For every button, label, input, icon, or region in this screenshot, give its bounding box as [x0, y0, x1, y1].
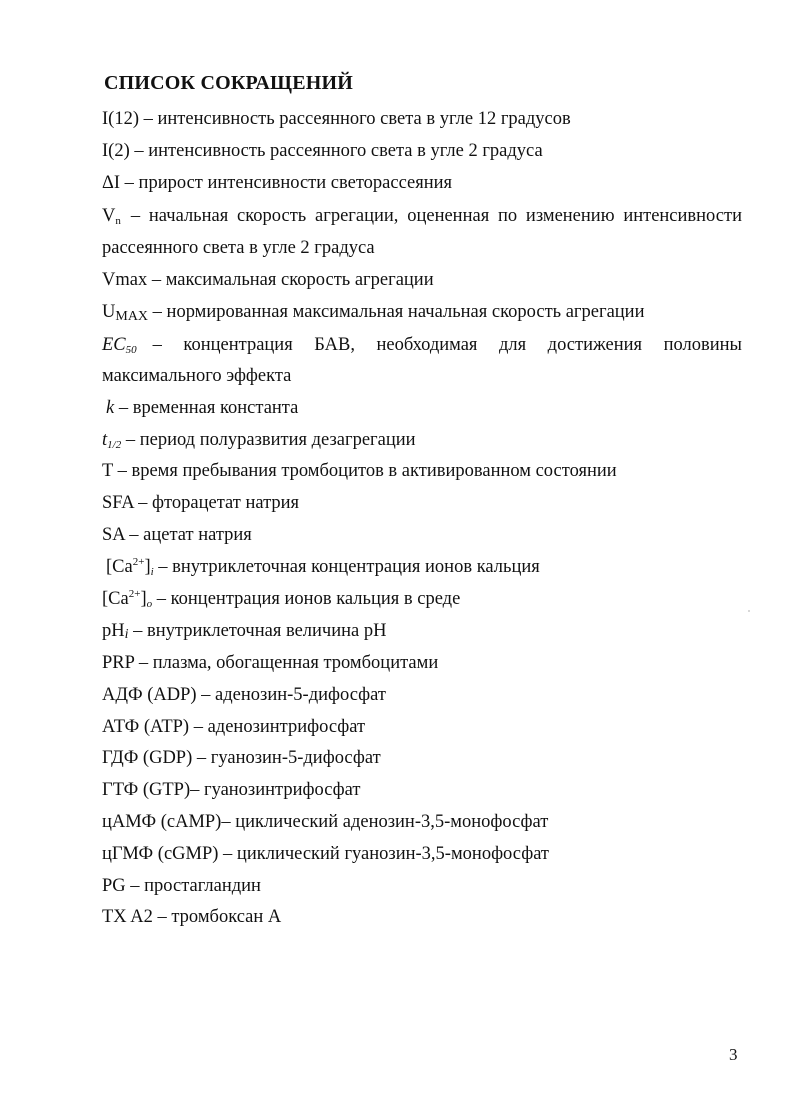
abbreviation-entry: [102, 108, 742, 130]
entry-abbreviation: $t_{1/2}$: [102, 430, 122, 451]
entry-word: половины: [663, 335, 742, 355]
abbreviation-entry: [102, 652, 742, 674]
entry-abbreviation: $pH_i$: [102, 621, 129, 642]
abbreviation-entry-continuation: [102, 237, 742, 259]
entry-text: ГДФ (GDP) – гуанозин-5-дифосфат: [102, 748, 381, 768]
abbreviation-entry: [102, 524, 742, 546]
abbreviation-entry: [102, 429, 742, 451]
page-number: 3: [729, 1045, 738, 1064]
entry-text: [131, 205, 742, 227]
entry-text: ГТФ (GTP)– гуанозинтрифосфат: [102, 780, 361, 800]
entry-text: – концентрация ионов кальция в среде: [156, 589, 461, 609]
entry-abbreviation: $U_{MAX}$: [102, 302, 149, 324]
abbreviation-entry: [102, 620, 742, 642]
entry-text: – внутриклеточная величина pH: [133, 621, 387, 641]
abbreviation-entry: [102, 684, 742, 706]
entry-text: – внутриклеточная концентрация ионов кальция: [158, 557, 540, 577]
entry-word: для: [498, 335, 527, 355]
abbreviation-entry: [102, 843, 742, 865]
page-title: СПИСОК СОКРАЩЕНИЙ: [104, 72, 354, 94]
entry-text: цГМФ (cGMP) – циклический гуанозин-3,5-монофосфат: [102, 844, 550, 864]
entry-word: по: [497, 206, 518, 226]
entry-text: максимального эффекта: [102, 366, 292, 386]
abbreviation-entry: [102, 205, 742, 227]
abbreviation-entry: [102, 269, 742, 291]
entry-abbreviation: k: [106, 398, 115, 418]
entry-word: оцененная: [407, 206, 490, 226]
entry-abbreviation: $[Ca^{2+}]_i$: [106, 556, 154, 578]
entry-text: ΔI – прирост интенсивности светорассеяния: [102, 173, 453, 193]
entry-text: – временная константа: [118, 398, 299, 418]
abbreviation-entry: [102, 556, 742, 578]
entry-word: начальная: [148, 206, 229, 226]
entry-word: агрегации,: [315, 206, 399, 226]
entry-text: – период полуразвития дезагрегации: [125, 430, 416, 450]
entry-text: T – время пребывания тромбоцитов в активированном состоянии: [102, 461, 617, 481]
entry-text: Vmax – максимальная скорость агрегации: [102, 270, 434, 290]
abbreviation-entry: [102, 588, 742, 610]
entry-text: цАМФ (cAMP)– циклический аденозин-3,5-монофосфат: [102, 812, 549, 832]
entry-text: SFA – фторацетат натрия: [102, 493, 300, 513]
entry-word: концентрация: [183, 335, 293, 355]
abbreviation-entry: [102, 460, 742, 482]
entry-word: –: [152, 335, 162, 355]
entry-text: рассеянного света в угле 2 градуса: [102, 238, 375, 258]
entry-abbreviation: $EC_{50}$: [102, 335, 137, 356]
entry-word: достижения: [547, 335, 643, 355]
abbreviation-entry-continuation: [102, 365, 742, 387]
abbreviation-entry: [102, 301, 742, 323]
abbreviation-entry: [102, 747, 742, 769]
entry-abbreviation: $[Ca^{2+}]_o$: [102, 588, 153, 610]
entry-word: необходимая: [376, 335, 478, 355]
abbreviation-entry: [102, 492, 742, 514]
entry-text: SA – ацетат натрия: [102, 525, 252, 545]
entry-text: – нормированная максимальная начальная скорость агрегации: [152, 302, 645, 322]
entry-text: I(2) – интенсивность рассеянного света в угле 2 градуса: [102, 141, 543, 161]
abbreviation-entry: [102, 779, 742, 801]
entry-word: интенсивности: [623, 206, 742, 226]
entry-abbreviation: $V_n$: [102, 206, 121, 227]
scan-speck: [748, 610, 750, 612]
abbreviation-entry: [102, 716, 742, 738]
entry-word: БАВ,: [314, 335, 355, 355]
entry-text: TX A2 – тромбоксан A: [102, 907, 282, 927]
abbreviation-entry: [102, 875, 742, 897]
abbreviation-entry: [102, 906, 742, 928]
entry-word: скорость: [237, 206, 307, 226]
entry-text: АДФ (ADP) – аденозин-5-дифосфат: [102, 685, 386, 705]
abbreviation-entry: [102, 397, 742, 419]
entry-text: I(12) – интенсивность рассеянного света в угле 12 градусов: [102, 109, 571, 129]
entry-word: изменению: [525, 206, 615, 226]
abbreviation-entry: [102, 140, 742, 162]
entry-text: АТФ (ATP) – аденозинтрифосфат: [102, 717, 366, 737]
abbreviation-entry: [102, 334, 742, 356]
entry-text: PG – простагландин: [102, 876, 261, 896]
abbreviation-entry: [102, 811, 742, 833]
entry-text: [153, 334, 742, 356]
entry-text: PRP – плазма, обогащенная тромбоцитами: [102, 653, 439, 673]
entry-word: –: [130, 206, 141, 226]
abbreviation-entry: [102, 172, 742, 194]
